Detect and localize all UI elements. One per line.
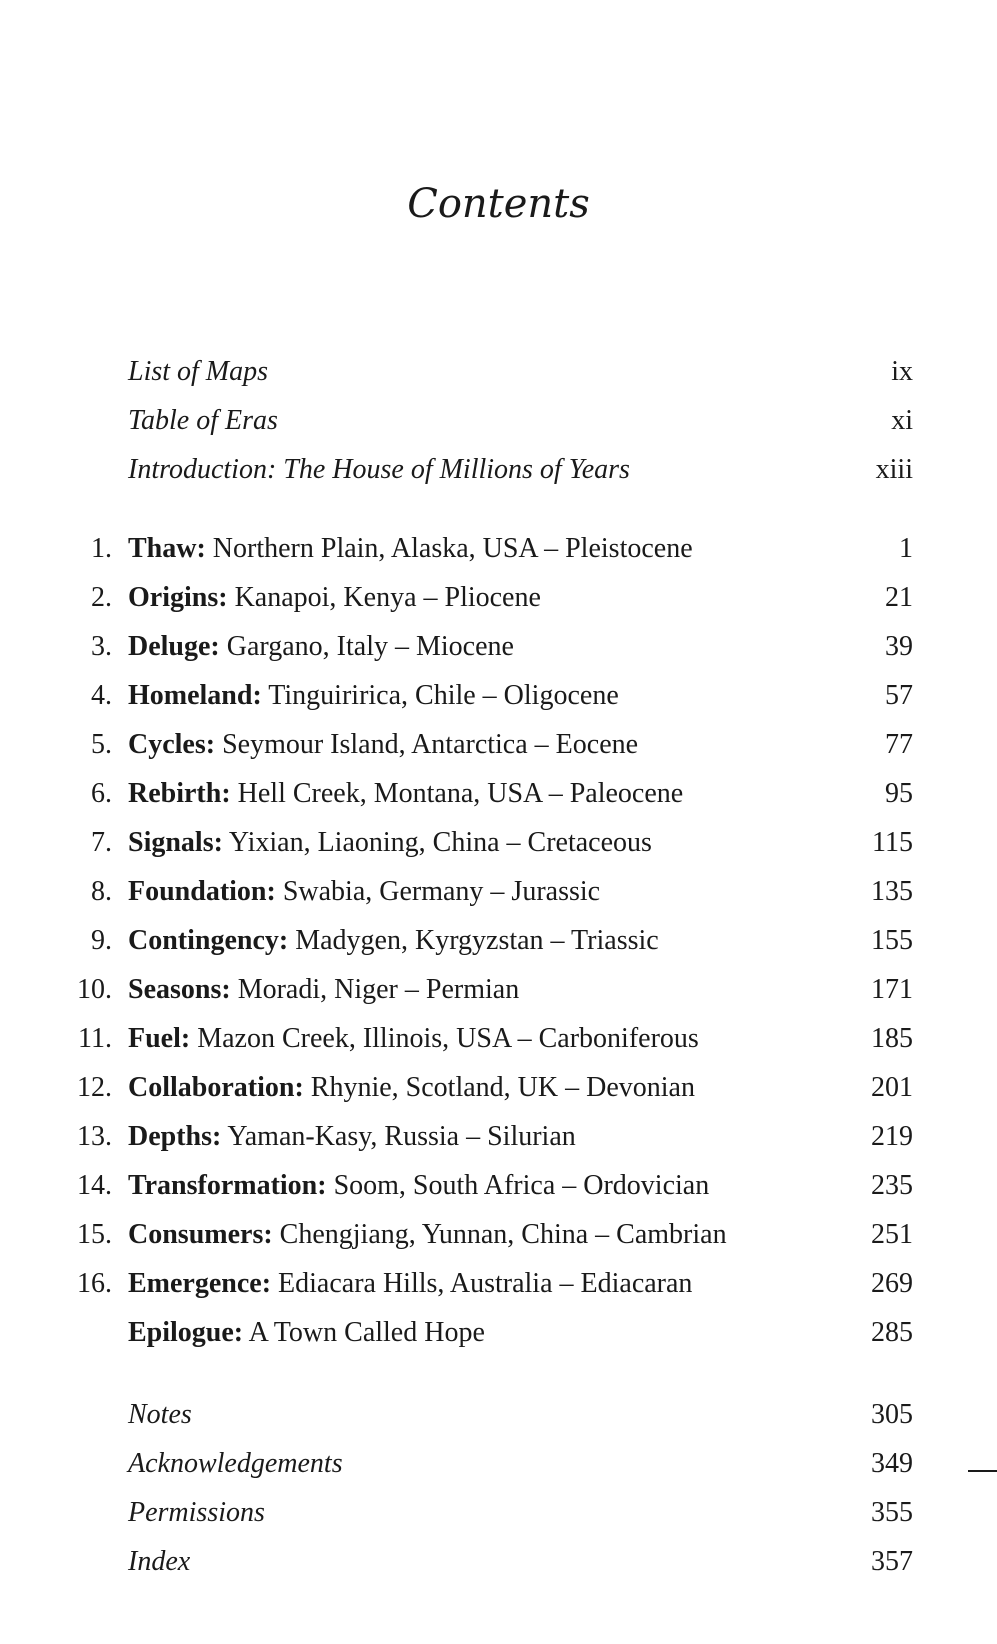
toc-chapter-4[interactable]: [0, 676, 997, 716]
toc-entry-page: 305: [871, 1399, 913, 1430]
toc-chapter-11[interactable]: [0, 1019, 997, 1059]
chapter-location: Northern Plain, Alaska, USA – Pleistocene: [212, 533, 693, 564]
toc-chapter-5[interactable]: [0, 725, 997, 765]
toc-entry-page: 77: [885, 729, 913, 760]
chapter-number: 14.: [77, 1170, 112, 1201]
toc-entry-page: ix: [891, 356, 913, 387]
chapter-name: Emergence:: [128, 1268, 272, 1299]
chapter-number: 12.: [77, 1072, 112, 1103]
toc-entry-page: 1: [899, 533, 913, 564]
chapter-location: Yixian, Liaoning, China – Cretaceous: [228, 827, 652, 858]
toc-entry-list-of-maps[interactable]: [0, 352, 997, 392]
toc-chapter-1[interactable]: [0, 529, 997, 569]
page-title: Contents: [407, 181, 590, 227]
chapter-name: Signals:: [128, 827, 223, 858]
chapter-name: Origins:: [128, 582, 228, 613]
toc-entry-page: xi: [891, 405, 913, 436]
chapter-name: Seasons:: [128, 974, 231, 1005]
toc-chapter-2[interactable]: [0, 578, 997, 618]
chapter-location: Mazon Creek, Illinois, USA – Carboniferous: [197, 1023, 699, 1054]
chapter-number: 1.: [91, 533, 112, 564]
toc-entry-page: 135: [871, 876, 913, 907]
toc-entry-label: Permissions: [128, 1497, 265, 1528]
toc-entry-page: 269: [871, 1268, 913, 1299]
toc-entry-label: Notes: [128, 1399, 192, 1430]
chapter-name: Consumers:: [128, 1219, 273, 1250]
toc-entry-page: 355: [871, 1497, 913, 1528]
chapter-number: 4.: [91, 680, 112, 711]
toc-entry-label: Table of Eras: [128, 405, 278, 436]
chapter-number: 3.: [91, 631, 112, 662]
chapter-number: 9.: [91, 925, 112, 956]
toc-entry-page: 357: [871, 1546, 913, 1577]
toc-entry-page: 235: [871, 1170, 913, 1201]
toc-chapter-10[interactable]: [0, 970, 997, 1010]
chapter-location: Yaman-Kasy, Russia – Silurian: [227, 1121, 576, 1152]
chapter-location: Gargano, Italy – Miocene: [226, 631, 514, 662]
chapter-number: 16.: [77, 1268, 112, 1299]
chapter-number: 11.: [78, 1023, 112, 1054]
toc-chapter-14[interactable]: [0, 1166, 997, 1206]
chapter-name: Depths:: [128, 1121, 222, 1152]
toc-entry-permissions[interactable]: [0, 1493, 997, 1533]
toc-chapter-3[interactable]: [0, 627, 997, 667]
toc-chapter-13[interactable]: [0, 1117, 997, 1157]
page-edge-mark: [968, 1470, 997, 1472]
toc-entry-page: 185: [871, 1023, 913, 1054]
toc-entry-notes[interactable]: [0, 1395, 997, 1435]
chapter-location: Madygen, Kyrgyzstan – Triassic: [295, 925, 659, 956]
chapter-location: Swabia, Germany – Jurassic: [282, 876, 601, 907]
toc-entry-table-of-eras[interactable]: [0, 401, 997, 441]
toc-entry-page: 115: [872, 827, 913, 858]
toc-chapter-16[interactable]: [0, 1264, 997, 1304]
toc-epilogue[interactable]: [0, 1313, 997, 1353]
toc-entry-page: 39: [885, 631, 913, 662]
toc-entry-label: Introduction: The House of Millions of Years: [128, 454, 630, 485]
chapter-number: 6.: [91, 778, 112, 809]
chapter-location: A Town Called Hope: [248, 1317, 485, 1348]
chapter-name: Homeland:: [128, 680, 262, 711]
chapter-number: 5.: [91, 729, 112, 760]
toc-entry-page: 57: [885, 680, 913, 711]
toc-chapter-8[interactable]: [0, 872, 997, 912]
toc-entry-page: 251: [871, 1219, 913, 1250]
toc-entry-page: 171: [871, 974, 913, 1005]
toc-entry-page: 285: [871, 1317, 913, 1348]
toc-entry-acknowledgements[interactable]: [0, 1444, 997, 1484]
toc-entry-page: 95: [885, 778, 913, 809]
toc-entry-page: 219: [871, 1121, 913, 1152]
toc-entry-label: Index: [128, 1546, 191, 1577]
chapter-name: Fuel:: [128, 1023, 191, 1054]
toc-entry-index[interactable]: [0, 1542, 997, 1582]
chapter-name: Collaboration:: [128, 1072, 304, 1103]
chapter-location: Seymour Island, Antarctica – Eocene: [222, 729, 639, 760]
toc-entry-page: 349: [871, 1448, 913, 1479]
toc-entry-page: 21: [885, 582, 913, 613]
toc-entry-page: xiii: [875, 454, 913, 485]
chapter-location: Ediacara Hills, Australia – Ediacaran: [278, 1268, 693, 1299]
chapter-name: Epilogue:: [128, 1317, 244, 1348]
chapter-number: 2.: [91, 582, 112, 613]
chapter-number: 7.: [91, 827, 112, 858]
chapter-location: Rhynie, Scotland, UK – Devonian: [310, 1072, 695, 1103]
toc-chapter-9[interactable]: [0, 921, 997, 961]
chapter-name: Deluge:: [128, 631, 220, 662]
toc-entry-label: Acknowledgements: [128, 1448, 343, 1479]
toc-entry-introduction[interactable]: [0, 450, 997, 490]
chapter-number: 10.: [77, 974, 112, 1005]
toc-chapter-12[interactable]: [0, 1068, 997, 1108]
chapter-name: Foundation:: [128, 876, 276, 907]
toc-entry-label: List of Maps: [128, 356, 269, 387]
toc-entry-page: 155: [871, 925, 913, 956]
chapter-name: Contingency:: [128, 925, 289, 956]
toc-chapter-7[interactable]: [0, 823, 997, 863]
chapter-name: Transformation:: [128, 1170, 327, 1201]
chapter-name: Thaw:: [128, 533, 206, 564]
chapter-location: Chengjiang, Yunnan, China – Cambrian: [279, 1219, 727, 1250]
chapter-name: Rebirth:: [128, 778, 231, 809]
toc-entry-page: 201: [871, 1072, 913, 1103]
chapter-number: 13.: [77, 1121, 112, 1152]
toc-chapter-6[interactable]: [0, 774, 997, 814]
chapter-number: 15.: [77, 1219, 112, 1250]
chapter-number: 8.: [91, 876, 112, 907]
chapter-name: Cycles:: [128, 729, 216, 760]
chapter-location: Moradi, Niger – Permian: [237, 974, 520, 1005]
chapter-location: Soom, South Africa – Ordovician: [333, 1170, 710, 1201]
chapter-location: Tinguiririca, Chile – Oligocene: [268, 680, 619, 711]
chapter-location: Hell Creek, Montana, USA – Paleocene: [237, 778, 684, 809]
chapter-location: Kanapoi, Kenya – Pliocene: [234, 582, 541, 613]
toc-chapter-15[interactable]: [0, 1215, 997, 1255]
